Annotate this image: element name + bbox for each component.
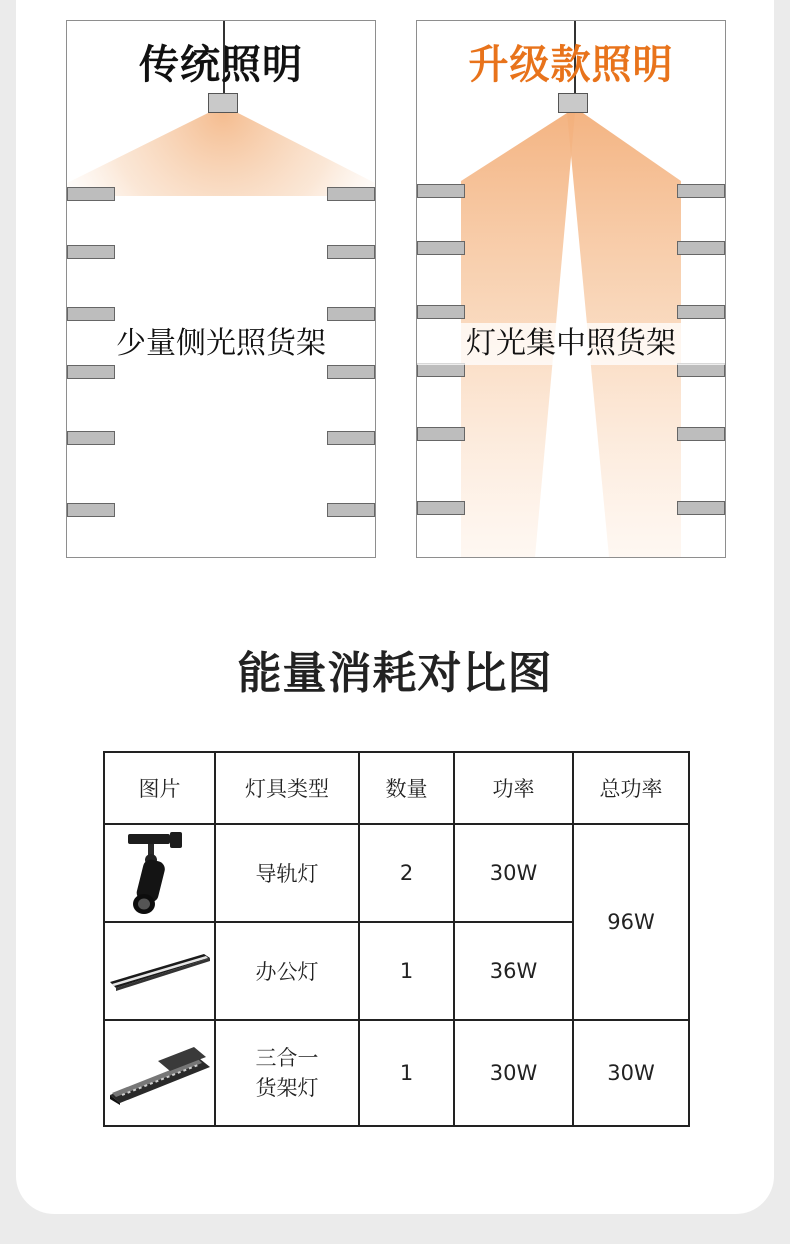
upgraded-title: 升级款照明 xyxy=(468,42,674,88)
shelf xyxy=(327,503,375,517)
shelf xyxy=(417,184,465,198)
office-light-icon xyxy=(108,946,212,996)
shelf xyxy=(327,187,375,201)
shelf xyxy=(67,365,115,379)
shelf xyxy=(67,187,115,201)
table-row xyxy=(104,1020,689,1126)
header-image: 图片 xyxy=(104,752,215,824)
energy-comparison-table xyxy=(103,751,690,1127)
shelf xyxy=(417,241,465,255)
office-light-cell xyxy=(104,922,215,1020)
type-line: 三合一 xyxy=(255,1046,319,1070)
type-cell: 办公灯 xyxy=(215,922,359,1020)
power-cell: 30W xyxy=(454,1020,573,1126)
shelf xyxy=(327,307,375,321)
power-cell: 36W xyxy=(454,922,573,1020)
track-light-icon xyxy=(120,830,200,916)
shelf-light-cell xyxy=(104,1020,215,1126)
header-power: 功率 xyxy=(454,752,573,824)
shelf xyxy=(417,305,465,319)
table-row xyxy=(104,824,689,922)
shelf xyxy=(417,427,465,441)
header-type: 灯具类型 xyxy=(215,752,359,824)
upgraded-caption: 灯光集中照货架 xyxy=(417,323,725,365)
light-fixture-icon xyxy=(558,93,588,113)
shelf xyxy=(67,307,115,321)
shelf xyxy=(677,305,725,319)
traditional-caption: 少量侧光照货架 xyxy=(67,323,375,365)
upgraded-lighting-panel xyxy=(416,20,726,558)
qty-cell: 1 xyxy=(359,1020,454,1126)
header-total-power: 总功率 xyxy=(573,752,689,824)
shelf xyxy=(677,427,725,441)
shelf xyxy=(67,503,115,517)
traditional-lighting-panel xyxy=(66,20,376,558)
shelf xyxy=(67,245,115,259)
energy-comparison-title: 能量消耗对比图 xyxy=(237,648,553,699)
qty-cell: 1 xyxy=(359,922,454,1020)
power-cell: 30W xyxy=(454,824,573,922)
track-light-cell xyxy=(104,824,215,922)
type-cell: 导轨灯 xyxy=(215,824,359,922)
shelf xyxy=(417,363,465,377)
shelf xyxy=(327,245,375,259)
header-qty: 数量 xyxy=(359,752,454,824)
shelf-light-icon xyxy=(108,1041,212,1105)
traditional-title: 传统照明 xyxy=(139,42,303,88)
shelf xyxy=(677,501,725,515)
type-line: 货架灯 xyxy=(255,1076,319,1100)
type-cell xyxy=(215,1020,359,1126)
shelf xyxy=(677,363,725,377)
shelf xyxy=(417,501,465,515)
shelf xyxy=(327,431,375,445)
shelf xyxy=(67,431,115,445)
light-fixture-icon xyxy=(208,93,238,113)
table-header-row xyxy=(104,752,689,824)
shelf xyxy=(327,365,375,379)
total-power-cell: 96W xyxy=(573,824,689,1020)
total-power-cell: 30W xyxy=(573,1020,689,1126)
qty-cell: 2 xyxy=(359,824,454,922)
shelf xyxy=(677,241,725,255)
shelf xyxy=(677,184,725,198)
